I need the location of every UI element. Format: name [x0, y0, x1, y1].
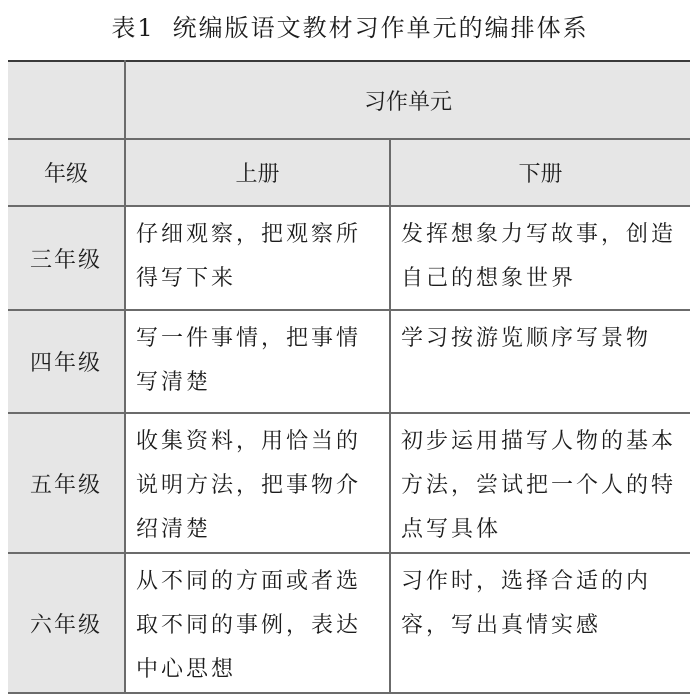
- upper-volume-cell: 仔细观察，把观察所得写下来: [125, 206, 390, 310]
- upper-volume-cell: 写一件事情，把事情写清楚: [125, 310, 390, 413]
- grade-cell: 六年级: [8, 553, 125, 693]
- lower-volume-cell: 发挥想象力写故事，创造自己的想象世界: [390, 206, 690, 310]
- table-number: 表1: [111, 14, 155, 42]
- upper-volume-header-cell: 上册: [125, 139, 390, 206]
- lower-volume-cell: 习作时，选择合适的内容，写出真情实感: [390, 553, 690, 693]
- lower-volume-cell: 学习按游览顺序写景物: [390, 310, 690, 413]
- lower-volume-cell: 初步运用描写人物的基本方法，尝试把一个人的特点写具体: [390, 413, 690, 553]
- upper-volume-cell: 从不同的方面或者选取不同的事例，表达中心思想: [125, 553, 390, 693]
- table-subheader-row: [8, 139, 690, 206]
- group-header-cell: 习作单元: [125, 61, 690, 139]
- table-caption: [0, 8, 700, 48]
- table-title: 统编版语文教材习作单元的编排体系: [172, 14, 589, 42]
- table-row: [8, 553, 690, 693]
- empty-corner-cell: [8, 61, 125, 139]
- curriculum-table: [8, 60, 690, 694]
- table-row: [8, 206, 690, 310]
- table-row: [8, 413, 690, 553]
- lower-volume-header-cell: 下册: [390, 139, 690, 206]
- grade-cell: 四年级: [8, 310, 125, 413]
- upper-volume-cell: 收集资料，用恰当的说明方法，把事物介绍清楚: [125, 413, 390, 553]
- table-header-row: [8, 61, 690, 139]
- grade-cell: 五年级: [8, 413, 125, 553]
- grade-header-cell: 年级: [8, 139, 125, 206]
- grade-cell: 三年级: [8, 206, 125, 310]
- table-row: [8, 310, 690, 413]
